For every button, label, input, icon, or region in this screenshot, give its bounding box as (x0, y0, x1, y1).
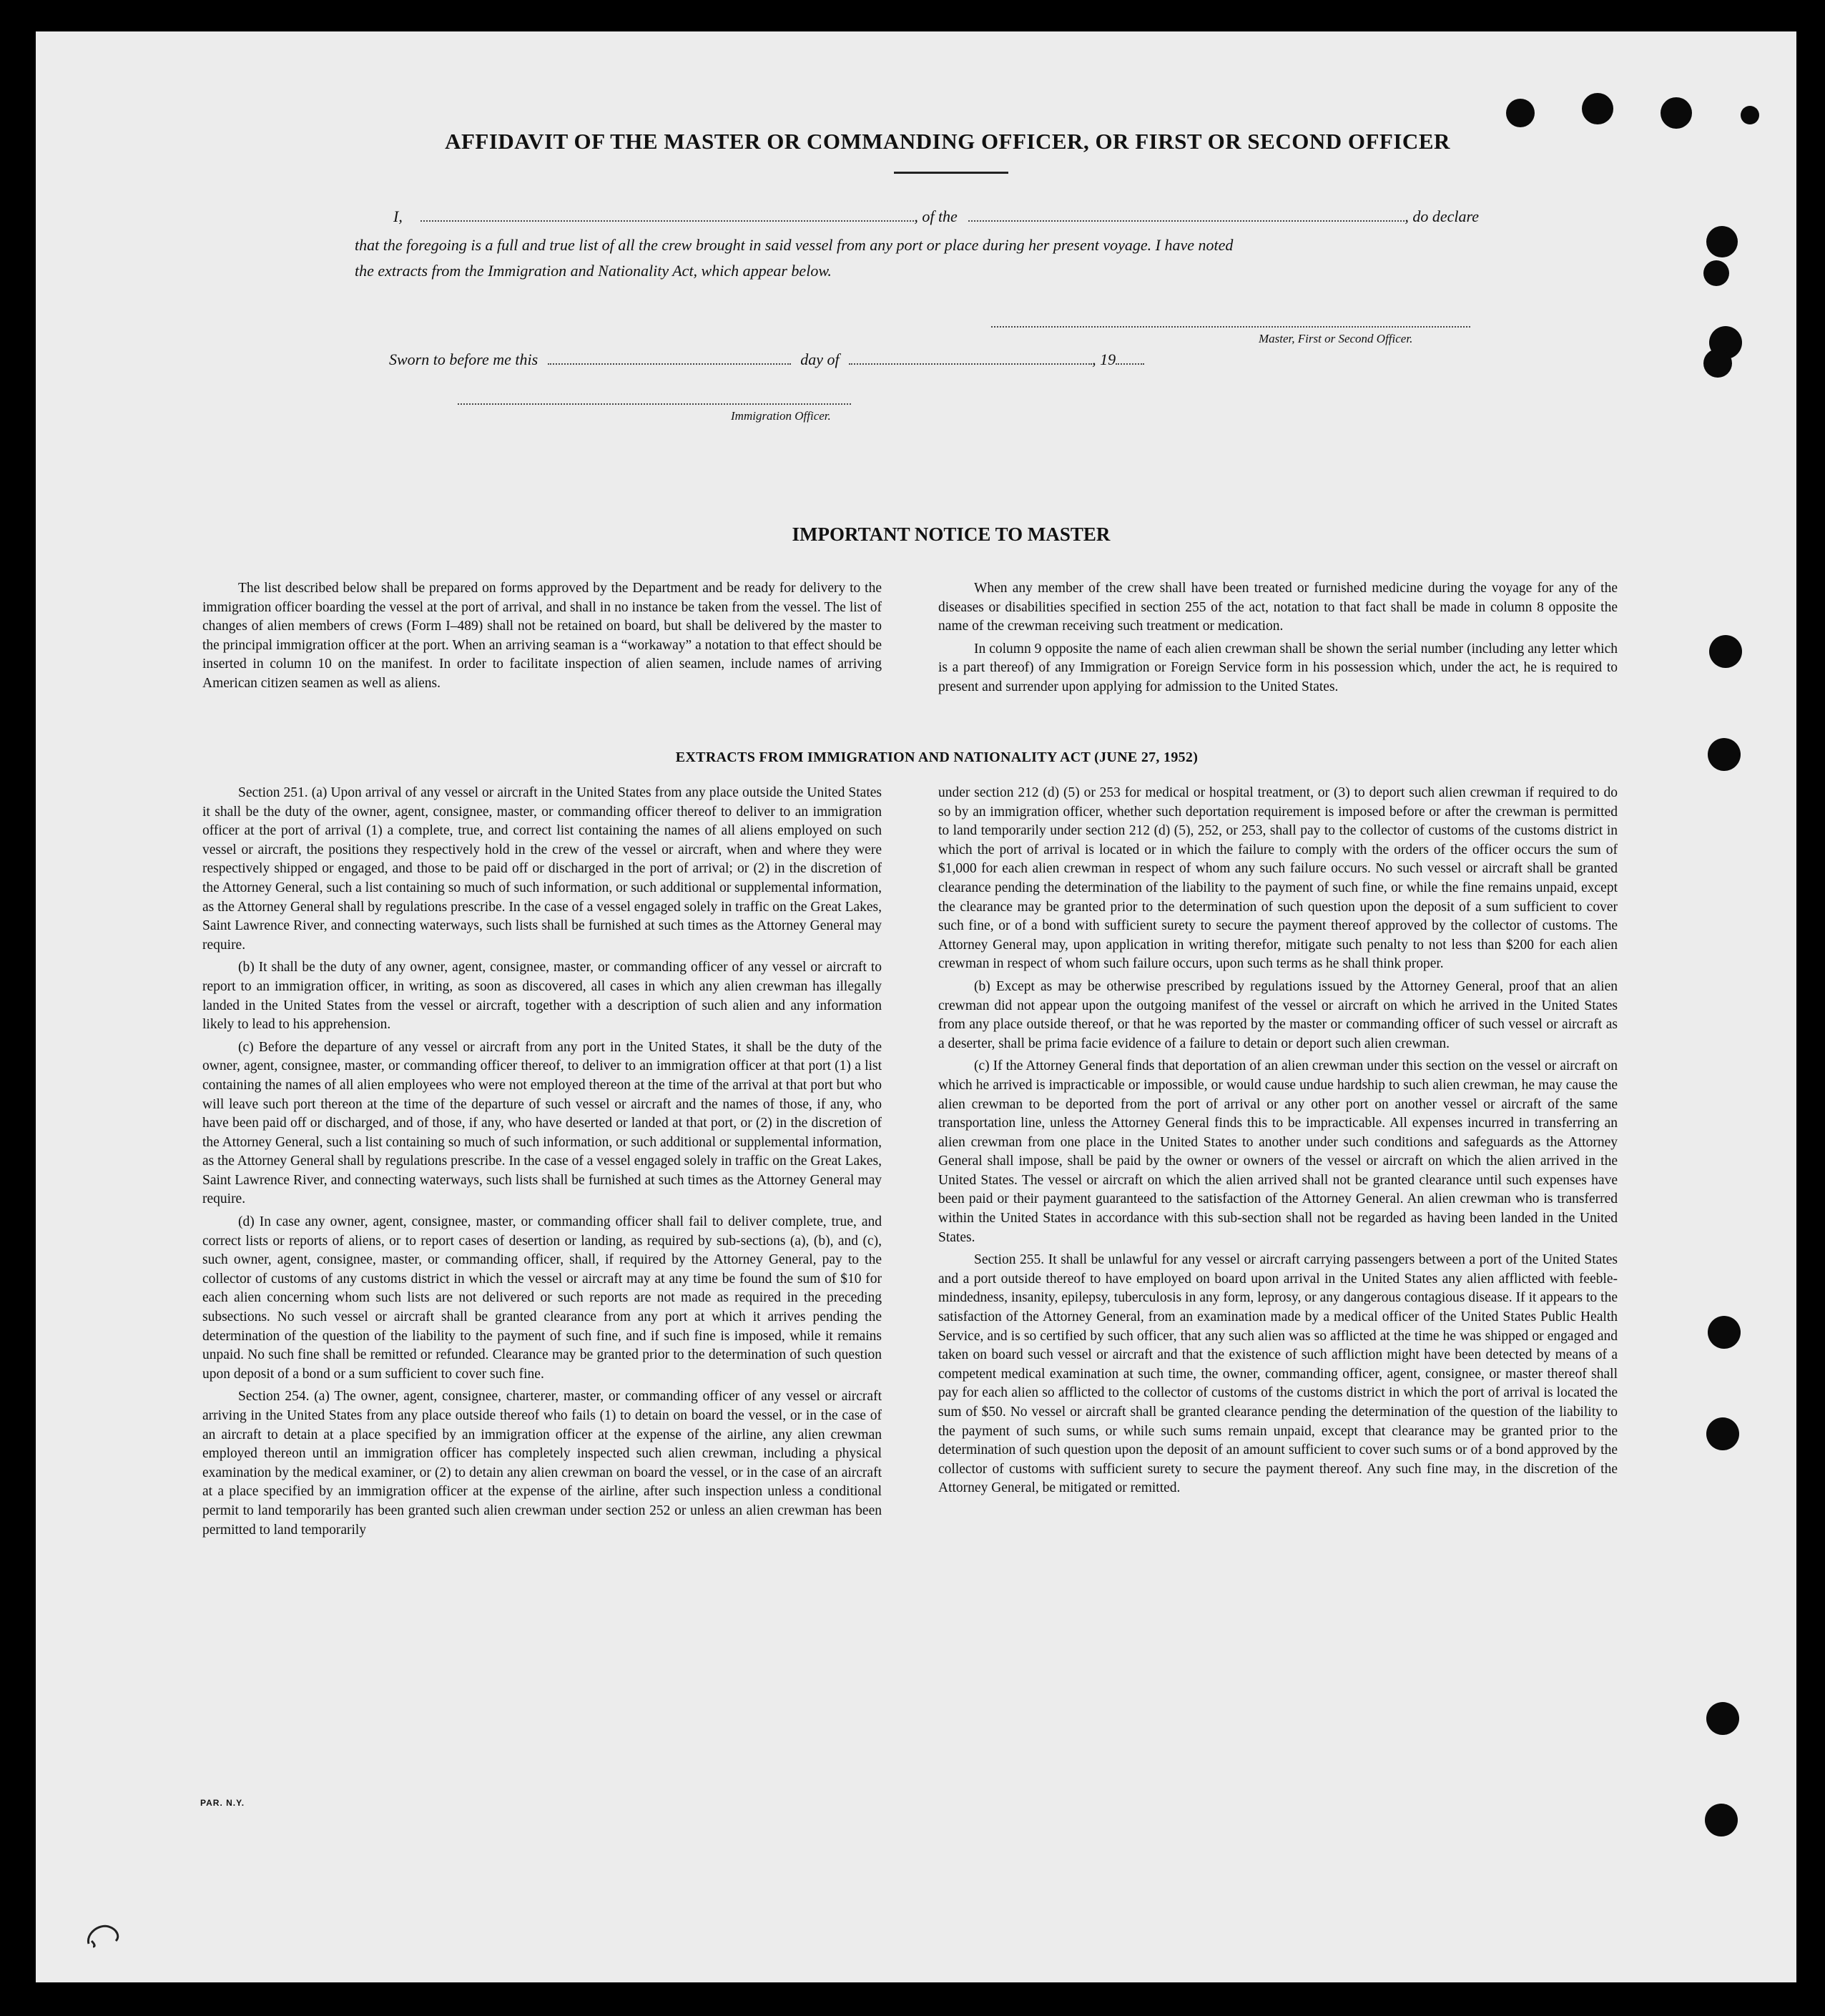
notice-left-paragraph: The list described below shall be prepared on forms approved by the Department and be ready for delivery to the immigration officer boarding the vessel at the port of arrival, and shall in no instance be taken from the vessel. The list of changes of alien members of crews (Form I–489) shall not be retained on board, but shall be delivered by the master to the principal immigration officer at the port. When an arriving seaman is a “workaway” a notation to that effect should be inserted in column 10 on the manifest. In order to facilitate inspection of alien seamen, include names of arriving American citizen seamen as well as aliens. (202, 581, 882, 691)
title-divider (894, 172, 1008, 174)
extracts-right-column (938, 784, 1618, 1502)
extract-paragraph: (c) If the Attorney General finds that deportation of an alien crewman under this section on the vessel or aircraft on which he arrived is impracticable or impossible, or would cause undue hardship to such alien crewman, he may cause the alien crewman to be deported from the port of arrival or any other port on another vessel or aircraft of the same transportation line, unless the Attorney General finds this to be impracticable. All expenses incurred in transferring an alien crewman from one place in the United States to another under such conditions and safeguards as the Attorney General shall impose, shall be paid by the owner or owners of the vessel or aircraft on which the alien arrived in the United States. The vessel or aircraft on which the alien arrived shall not be granted clearance until such expenses have been paid or their payment guaranteed to the satisfaction of the Attorney General. An alien crewman who is transferred within the United States in accordance with this sub-section shall not be regarded as having been landed in the United States. (938, 1058, 1618, 1245)
extract-paragraph: Section 254. (a) The owner, agent, consignee, charterer, master, or commanding officer of any vessel or aircraft arriving in the United States from any place outside thereof who fails (1) to detain on board the vessel, or in the case of an aircraft to detain at a place specified by an immigration officer at the expense of the airline, any alien crewman employed thereon until an immigration officer has completely inspected such alien crewman, including a physical examination by the medical examiner, or (2) to detain any alien crewman on board the vessel, or in the case of an aircraft at a place specified by an immigration officer at the expense of the airline, after such inspection unless a conditional permit to land temporarily has been granted such alien crewman under section 252 or unless an alien crewman has been permitted to land temporarily (202, 1389, 882, 1538)
name-blank (420, 207, 914, 222)
officer-caption: Immigration Officer. (731, 409, 831, 423)
punch-hole (1741, 106, 1759, 124)
year-blank (1116, 350, 1144, 365)
punch-hole (1706, 1417, 1739, 1450)
extracts-left-column (202, 784, 882, 1543)
extract-paragraph: under section 212 (d) (5) or 253 for medical or hospital treatment, or (3) to deport such alien crewman if required to do so by an immigration officer, whether such deportation requirement is imposed before or after the crewman is permitted to land temporarily under section 212 (d) (5), 252, or 253, shall pay to the collector of customs of the customs district in which the port of arrival is located or in which the failure to comply with the orders of the officer occurs the sum of $1,000 for each alien crewman in respect of whom any such failure occurs. No such vessel or aircraft shall be granted clearance pending the determination of the liability to the payment of such fine, or while the fine remains unpaid, except the clearance may be granted prior to the determination of such question upon the deposit of a sum sufficient to cover such fine, or of a bond with sufficient surety to secure the payment thereof approved by the collector of customs. The Attorney General may, upon application in writing therefor, mitigate such penalty to not less than $200 for each alien crewman in respect of whom such failure occurs, upon such terms as he shall think proper. (938, 785, 1618, 972)
affidavit-title: AFFIDAVIT OF THE MASTER OR COMMANDING OFFICER, OR FIRST OR SECOND OFFICER (445, 129, 1450, 154)
printer-mark: PAR. N.Y. (200, 1798, 245, 1808)
declaration-i: I, (393, 207, 403, 225)
sworn-label: Sworn to before me this (389, 350, 538, 368)
punch-hole (1705, 1804, 1738, 1836)
punch-hole (1709, 635, 1742, 668)
extract-paragraph: (b) It shall be the duty of any owner, agent, consignee, master, or commanding officer of any vessel or aircraft to report to an immigration officer, in writing, as soon as discovered, all cases in which any alien crewman has illegally landed in the United States from the vessel or aircraft, together with a description of such alien and any information likely to lead to his apprehension. (202, 960, 882, 1033)
punch-hole (1708, 738, 1741, 771)
document-page (36, 31, 1796, 1982)
punch-hole (1706, 226, 1738, 257)
extract-paragraph: (d) In case any owner, agent, consignee, master, or commanding officer shall fail to deliver complete, true, and correct lists or reports of aliens, or to report cases of desertion or landing, as required by sub-sections (a), (b), and (c), such owner, agent, consignee, master, or commanding officer, shall, if required by the Attorney General, pay to the collector of customs of any customs district in which the vessel or aircraft may at any time be found the sum of $10 for each alien concerning whom such lists are not delivered or such reports are not made as required in the preceding subsections. No such vessel or aircraft shall be granted clearance from any port at which it arrives pending the determination of the question of the liability to the payment of such fine, and if such fine is imposed, while it remains unpaid. No such fine shall be remitted or refunded. Clearance may be granted prior to the determination of such question upon deposit of a bond or a sum sufficient to cover such fine. (202, 1214, 882, 1382)
extract-paragraph: Section 255. It shall be unlawful for any vessel or aircraft carrying passengers between a port of the United States and a port outside thereof to have employed on board upon arrival in the United States any alien afflicted with feeble-mindedness, insanity, epilepsy, tuberculosis in any form, leprosy, or any dangerous contagious disease. If it appears to the satisfaction of the Attorney General, from an examination made by a medical officer of the United States Public Health Service, and is so certified by such officer, that any such alien was so afflicted at the time he was shipped or engaged and taken on board such vessel or aircraft and that the existence of such affliction might have been detected by means of a competent medical examination at such time, the owner, commanding officer, agent, consignee, or master thereof shall pay for each alien so afflicted to the collector of customs of the customs district in which the port of arrival is located the sum of $50. No vessel or aircraft shall be granted clearance pending the determination of the question of the liability to the payment of such sums, or while such sums remain unpaid, except that clearance may be granted prior to the determination of such question upon the deposit of an amount sufficient to cover such sums or of a bond approved by the collector of customs with sufficient surety to secure the payment thereof. Any such fine may, in the discretion of the Attorney General, be mitigated or remitted. (938, 1252, 1618, 1496)
handwritten-mark (84, 1919, 127, 1948)
sworn-date-blank (548, 350, 791, 365)
punch-hole (1506, 99, 1535, 127)
declaration-line-1 (393, 207, 1479, 226)
punch-hole (1703, 260, 1729, 286)
sworn-line (389, 350, 1144, 369)
notice-right-paragraph: In column 9 opposite the name of each alien crewman shall be shown the serial number (including any letter which is a part thereof) of any Immigration or Foreign Service form in his possession which, under the act, he is required to present and surrender upon applying for admission to the United States. (938, 641, 1618, 694)
extracts-heading: EXTRACTS FROM IMMIGRATION AND NATIONALITY ACT (JUNE 27, 1952) (675, 749, 1199, 765)
officer-signature-line (458, 403, 851, 405)
year-prefix: , 19 (1092, 350, 1116, 368)
extract-paragraph: (c) Before the departure of any vessel or aircraft from any port in the United States, it shall be the duty of the owner, agent, consignee, master, or commanding officer thereof, to deliver to an immigration officer at that port (1) a list containing the names of all alien employees who were not employed thereon at the time of the arrival at that port but who will leave such port thereon at the time of the departure of such vessel or aircraft and the names of those, if any, who have been paid off or discharged, and of those, if any, who have deserted or landed at that port, or (2) in the discretion of the Attorney General, such a list containing so much of such information, or such additional or supplemental information, as the Attorney General shall by regulations prescribe. In the case of a vessel engaged solely in traffic on the Great Lakes, Saint Lawrence River, and connecting waterways, such lists shall be furnished at such times as the Attorney General may require. (202, 1039, 882, 1207)
vessel-blank (968, 207, 1405, 222)
notice-left-column (202, 579, 882, 697)
punch-hole (1582, 93, 1613, 124)
master-signature-line (991, 326, 1470, 328)
punch-hole (1708, 1316, 1741, 1349)
master-caption: Master, First or Second Officer. (1259, 332, 1413, 345)
punch-hole (1703, 349, 1732, 378)
notice-right-column (938, 579, 1618, 701)
day-of-label: day of (800, 350, 840, 368)
declaration-line-3: the extracts from the Immigration and Nationality Act, which appear below. (355, 262, 832, 280)
notice-right-paragraph: When any member of the crew shall have been treated or furnished medicine during the voyage for any of the diseases or disabilities specified in section 255 of the act, notation to that fact shall be made in column 8 opposite the name of the crewman receiving such treatment or medication. (938, 581, 1618, 634)
punch-hole (1661, 97, 1692, 129)
month-blank (849, 350, 1092, 365)
extract-paragraph: (b) Except as may be otherwise prescribed by regulations issued by the Attorney General, proof that an alien crewman did not appear upon the outgoing manifest of the vessel or aircraft on which he arrived in the United States from any place outside thereof, or that he was reported by the master or commanding officer of such vessel or aircraft as a deserter, shall be prima facie evidence of a failure to detain or deport such alien crewman. (938, 978, 1618, 1051)
declaration-of-the: , of the (914, 207, 958, 225)
notice-heading: IMPORTANT NOTICE TO MASTER (792, 523, 1111, 545)
punch-hole (1706, 1702, 1739, 1735)
declaration-declare: , do declare (1405, 207, 1479, 225)
extract-paragraph: Section 251. (a) Upon arrival of any vessel or aircraft in the United States from any place outside the United States it shall be the duty of the owner, agent, consignee, master, or commanding officer thereof to deliver to an immigration officer at the port of arrival (1) a complete, true, and correct list containing the names of all aliens employed on such vessel or aircraft, the positions they respectively hold in the crew of the vessel or aircraft, when and where they were respectively shipped or engaged, and those to be paid off or discharged in the port of arrival; or (2) in the discretion of the Attorney General, such a list containing so much of such information, or such additional or supplemental information, as the Attorney General shall by regulations prescribe. In the case of a vessel engaged solely in traffic on the Great Lakes, Saint Lawrence River, and connecting waterways, such lists shall be furnished at such times as the Attorney General may require. (202, 785, 882, 953)
declaration-line-2: that the foregoing is a full and true list of all the crew brought in said vessel from any port or place during her present voyage. I have noted (355, 236, 1234, 254)
